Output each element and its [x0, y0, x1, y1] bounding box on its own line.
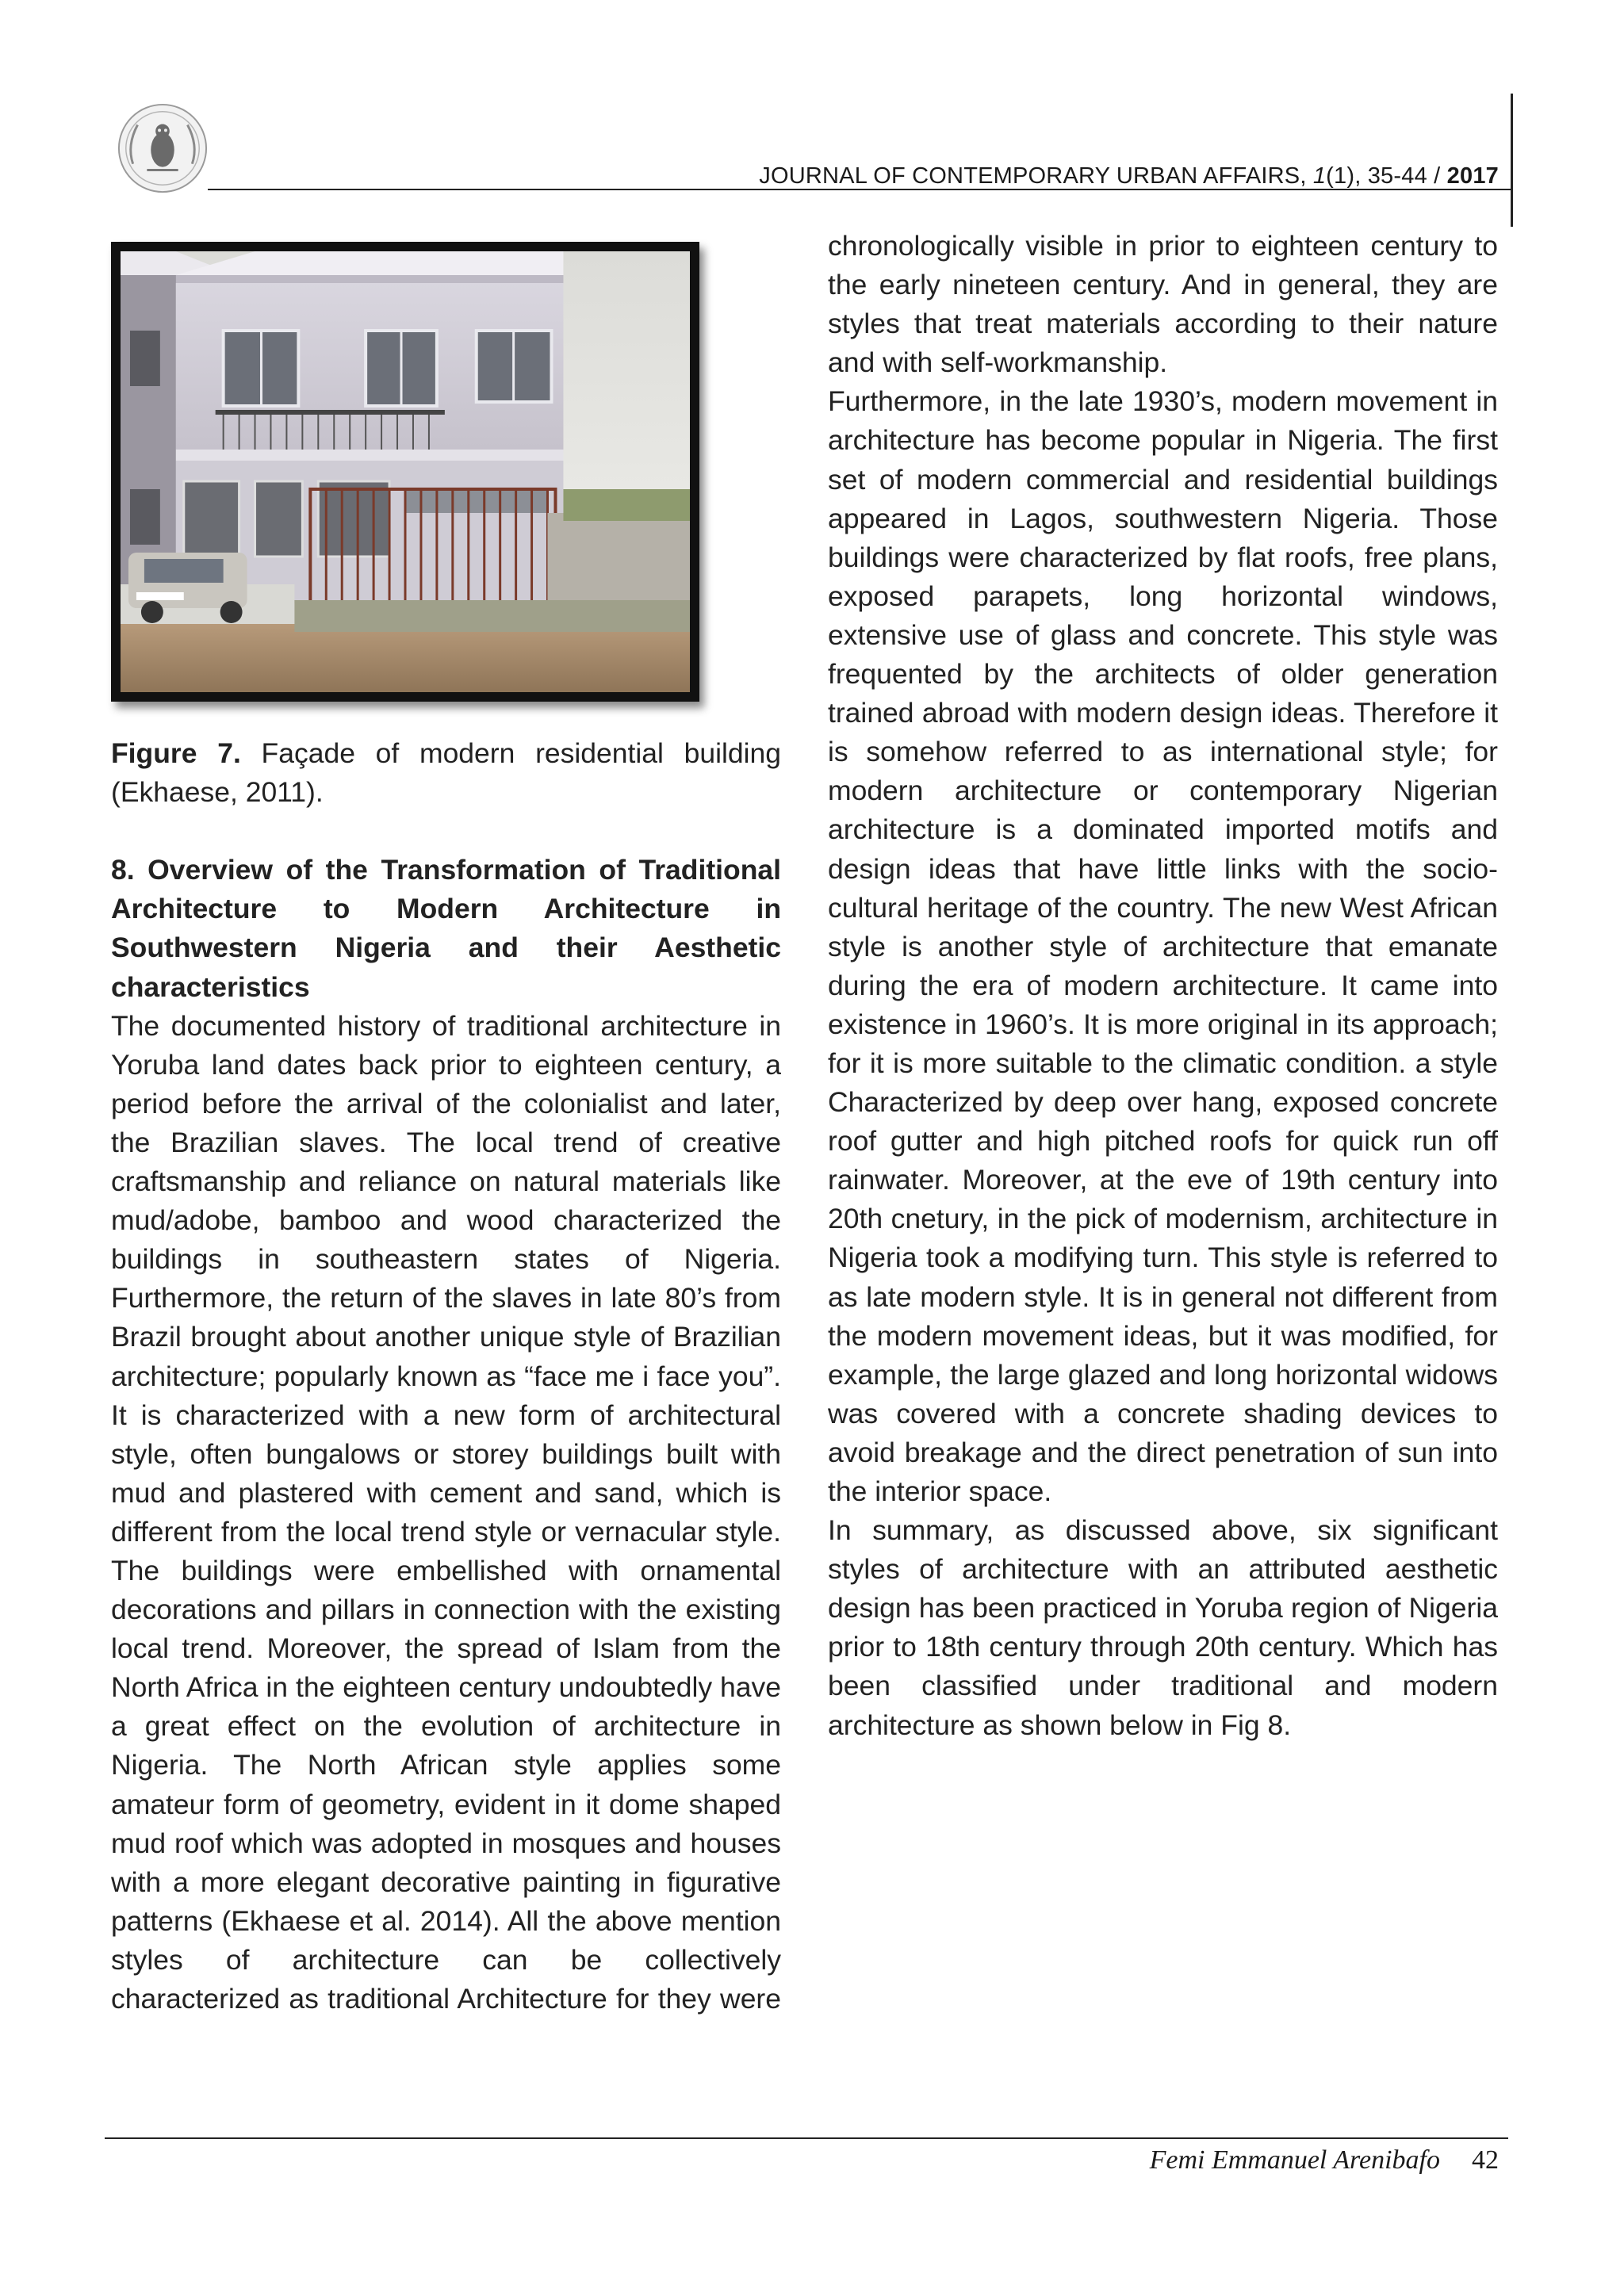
spacer	[111, 812, 781, 851]
journal-name: JOURNAL OF CONTEMPORARY URBAN AFFAIRS,	[759, 163, 1313, 189]
building-facade-photo	[121, 251, 690, 692]
header-vertical-rule	[1511, 94, 1513, 227]
figure-7-caption-text: Façade of modern residential building (Ekhaese, 2011).	[111, 737, 781, 809]
section-8-paragraph-1: The documented history of traditional architecture in Yoruba land dates back prior to eighteen century, a period before the arrival of the colonialist and later, the Brazilian slaves. The local trend of creative craftsmanship and reliance on natural materials like mud/adobe, bamboo and wood characterized the buildings in southeastern states of Nigeria. Furthermore, the return of the slaves in late 80’s from Brazil brought about another unique style of Brazilian architecture; popularly known as “face me i face you”. It is characterized with a new form of architectural style, often bungalows or storey buildings built with mud and plastered with cement and sand, which is different from the local trend style or vernacular style. The buildings were embellished with ornamental decorations and pillars in connection with the existing local trend. Moreover, the spread of Islam from the North Africa in the eighteen century undoubtedly have a great effect on the evolution of architecture in Nigeria. The North African style applies some amateur form of geometry, evident in it dome shaped mud roof which was adopted in mosques and houses with a more elegant decorative painting in figurative patterns (Ekhaese et al. 2014). All the above mention styles of architecture can be collectively characterized as traditional Architecture for they were	[111, 1009, 781, 2015]
right-paragraph-2: Furthermore, in the late 1930’s, modern movement in architecture has become popular in Nigeria. The first set of modern commercial and residential buildings appeared in Lagos, southwestern Nigeria. Those buildings were characterized by flat roofs, free plans, exposed parapets, long horizontal windows, extensive use of glass and concrete. This style was frequented by the architects of older generation trained abroad with modern design ideas. Therefore it is somehow referred to as international style; for modern architecture or contemporary Nigerian architecture is a dominated imported motifs and design ideas that have little links with the socio-cultural heritage of the country. The new West African style is another style of architecture that emanate during the era of modern architecture. It came into existence in 1960’s. It is more original in its approach; for it is more suitable to the climatic condition. a style Characterized by deep over hang, exposed concrete roof gutter and high pitched roofs for quick run off rainwater. Moreover, at the eve of 19th century into 20th cnetury, in the pick of modernism, architecture in Nigeria took a modifying turn. This style is referred to as late modern style. It is in general not different from the modern movement ideas, but it was modified, for example, the large glazed and long horizontal widows was covered with a concrete shading devices to avoid breakage and the direct penetration of sun into the interior space.	[828, 385, 1498, 1507]
header-rule	[208, 189, 1512, 190]
journal-volume: 1	[1312, 163, 1327, 189]
figure-7-label: Figure 7.	[111, 737, 241, 769]
page-footer	[1150, 2145, 1499, 2175]
left-column	[111, 734, 781, 2019]
right-paragraph-1: chronologically visible in prior to eighteen century to the early nineteen century. And in general, they are styles that treat materials according to their nature and with self-workmanship.	[828, 230, 1498, 379]
figure-7-caption	[111, 734, 781, 812]
journal-logo	[116, 101, 209, 195]
journal-year: 2017	[1446, 163, 1499, 189]
right-paragraph-3: In summary, as discussed above, six significant styles of architecture with an attributed aesthetic design has been practiced in Yoruba region of Nigeria prior to 18th century through 20th century. Which has been classified under traditional and modern architecture as shown below in Fig 8.	[828, 1514, 1498, 1741]
page-number: 42	[1472, 2145, 1499, 2175]
footer-rule	[105, 2137, 1508, 2139]
journal-issue-pages: (1), 35-44 /	[1326, 163, 1447, 189]
journal-header	[759, 163, 1499, 189]
section-8-heading: 8. Overview of the Transformation of Traditional Architecture to Modern Architecture in Southwestern Nigeria and their Aesthetic characteristics	[111, 854, 781, 1003]
right-column	[828, 227, 1498, 1745]
footer-author: Femi Emmanuel Arenibafo	[1149, 2145, 1440, 2175]
figure-7-frame	[111, 242, 699, 702]
